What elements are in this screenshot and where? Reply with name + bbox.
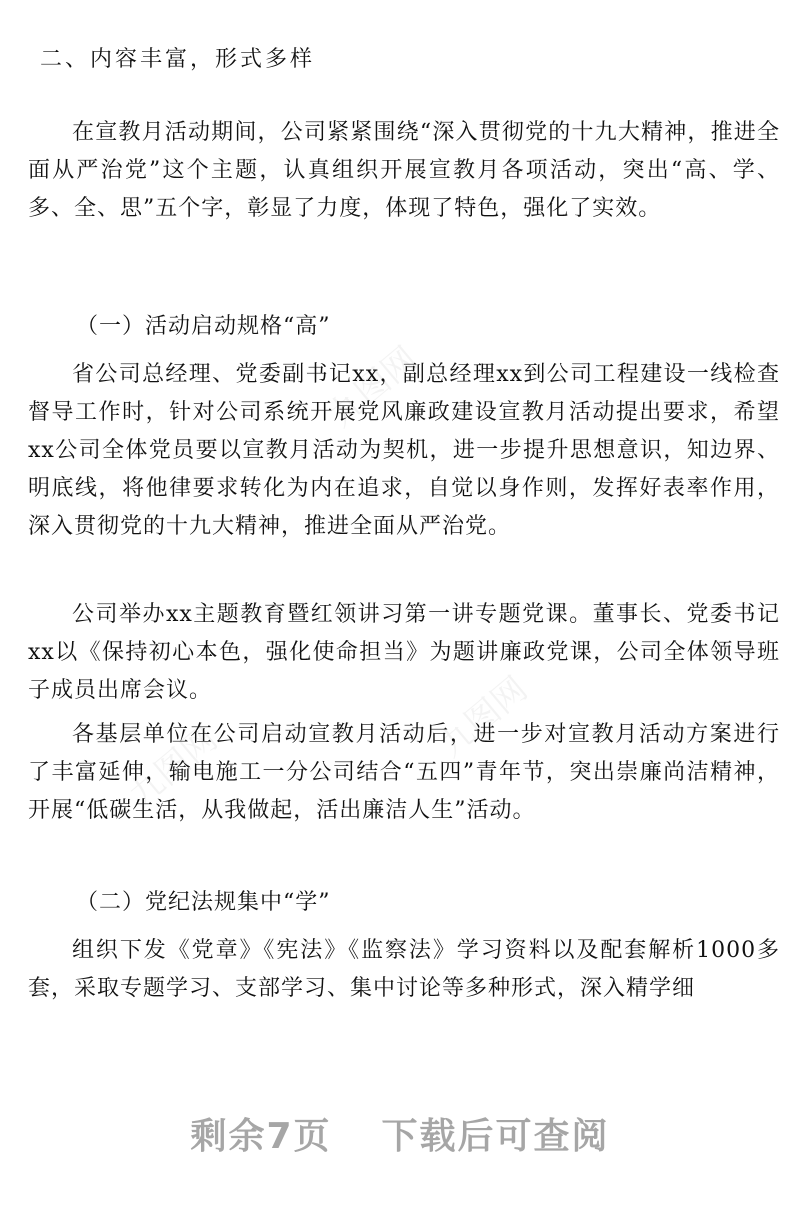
paragraph-materials: 组织下发《党章》《宪法》《监察法》学习资料以及配套解析1000多套，采取专题学习、支部学习、集中讨论等多种形式，深入精学细 [28, 938, 780, 1001]
watermark-text: 九图网 [321, 339, 426, 436]
download-to-view-label: 下载后可查阅 [381, 1116, 610, 1157]
subheading-launch: （一）活动启动规格“高” [76, 314, 331, 339]
section-heading: 二、内容丰富，形式多样 [40, 47, 316, 72]
paragraph-party-lecture: 公司举办xx主题教育暨红领讲习第一讲专题党课。董事长、党委书记xx以《保持初心本色，强化使命担当》为题讲廉政党课，公司全体领导班子成员出席会议。 [28, 602, 780, 703]
paragraph-intro: 在宣教月活动期间，公司紧紧围绕“深入贯彻党的十九大精神，推进全面从严治党”这个主题，认真组织开展宣教月各项活动，突出“高、学、多、全、思”五个字，彰显了力度，体现了特色，强化了实效。 [28, 120, 780, 221]
download-prompt-banner[interactable] [0, 1108, 800, 1159]
remaining-pages-label: 剩余7页 [190, 1116, 332, 1157]
paragraph-inspection: 省公司总经理、党委副书记xx，副总经理xx到公司工程建设一线检查督导工作时，针对公司系统开展党风廉政建设宣教月活动提出要求，希望xx公司全体党员要以宣教月活动为契机，进一步提升思想意识，知边界、明底线，将他律要求转化为内在追求，自觉以身作则，发挥好表率作用，深入贯彻党的十九大精神，推进全面从严治党。 [28, 362, 780, 539]
watermark-text: 九图网 [121, 719, 226, 816]
subheading-study: （二）党纪法规集中“学” [76, 890, 331, 915]
watermark-text: 九图网 [431, 669, 536, 766]
paragraph-grassroots: 各基层单位在公司启动宣教月活动后，进一步对宣教月活动方案进行了丰富延伸，输电施工一分公司结合“五四”青年节，突出崇廉尚洁精神，开展“低碳生活，从我做起，活出廉洁人生”活动。 [28, 722, 780, 823]
